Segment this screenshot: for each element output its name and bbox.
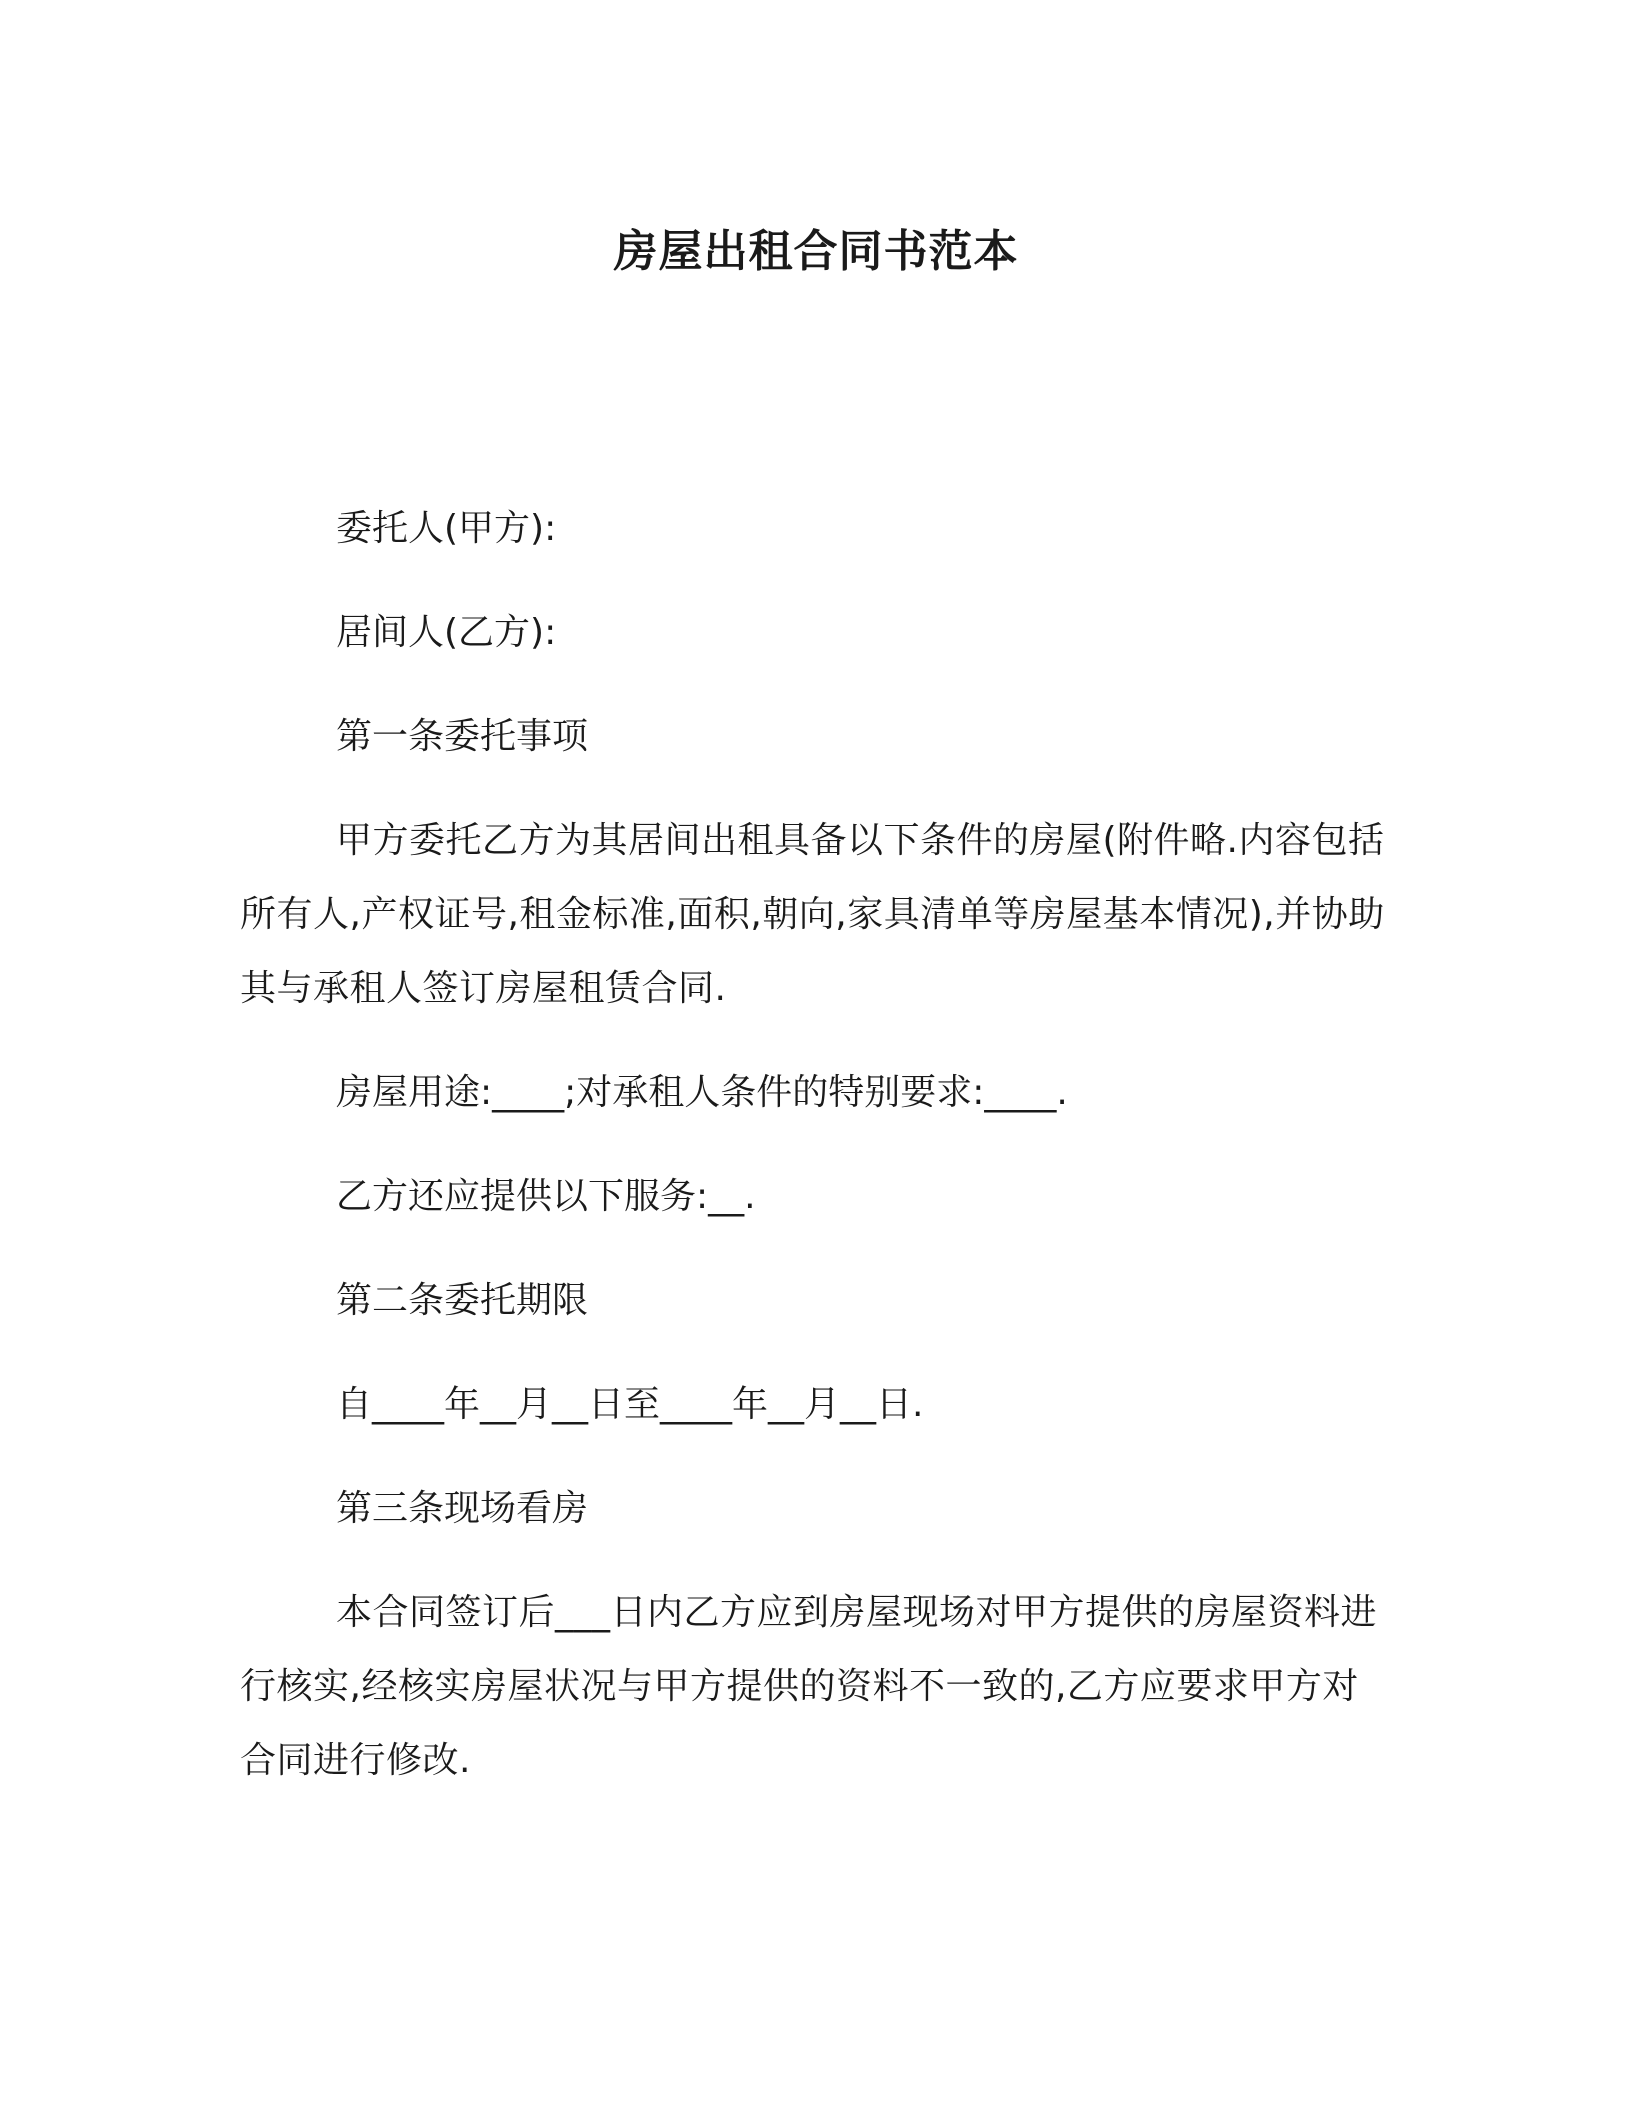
article-2-heading: 第二条委托期限 xyxy=(336,1280,589,1321)
document-body xyxy=(240,492,1390,1828)
article-1-heading: 第一条委托事项 xyxy=(336,716,589,757)
article-3-text: 本合同签订后___日内乙方应到房屋现场对甲方提供的房屋资料进行核实,经核实房屋状况与甲方提供的资料不一致的,乙方应要求甲方对合同进行修改. xyxy=(240,1592,1378,1781)
document-title: 房屋出租合同书范本 xyxy=(613,226,1019,277)
article-3-heading: 第三条现场看房 xyxy=(336,1488,589,1529)
term-dates-line: 自____年__月__日至____年__月__日. xyxy=(336,1384,924,1425)
clause-party-b: 居间人(乙方): xyxy=(336,612,557,653)
services-line: 乙方还应提供以下服务:__. xyxy=(336,1176,756,1217)
article-1-text: 甲方委托乙方为其居间出租具备以下条件的房屋(附件略.内容包括所有人,产权证号,租金标准,面积,朝向,家具清单等房屋基本情况),并协助其与承租人签订房屋租赁合同. xyxy=(240,820,1385,1009)
house-usage-line: 房屋用途:____;对承租人条件的特别要求:____. xyxy=(336,1072,1068,1113)
clause-party-a: 委托人(甲方): xyxy=(336,508,557,549)
